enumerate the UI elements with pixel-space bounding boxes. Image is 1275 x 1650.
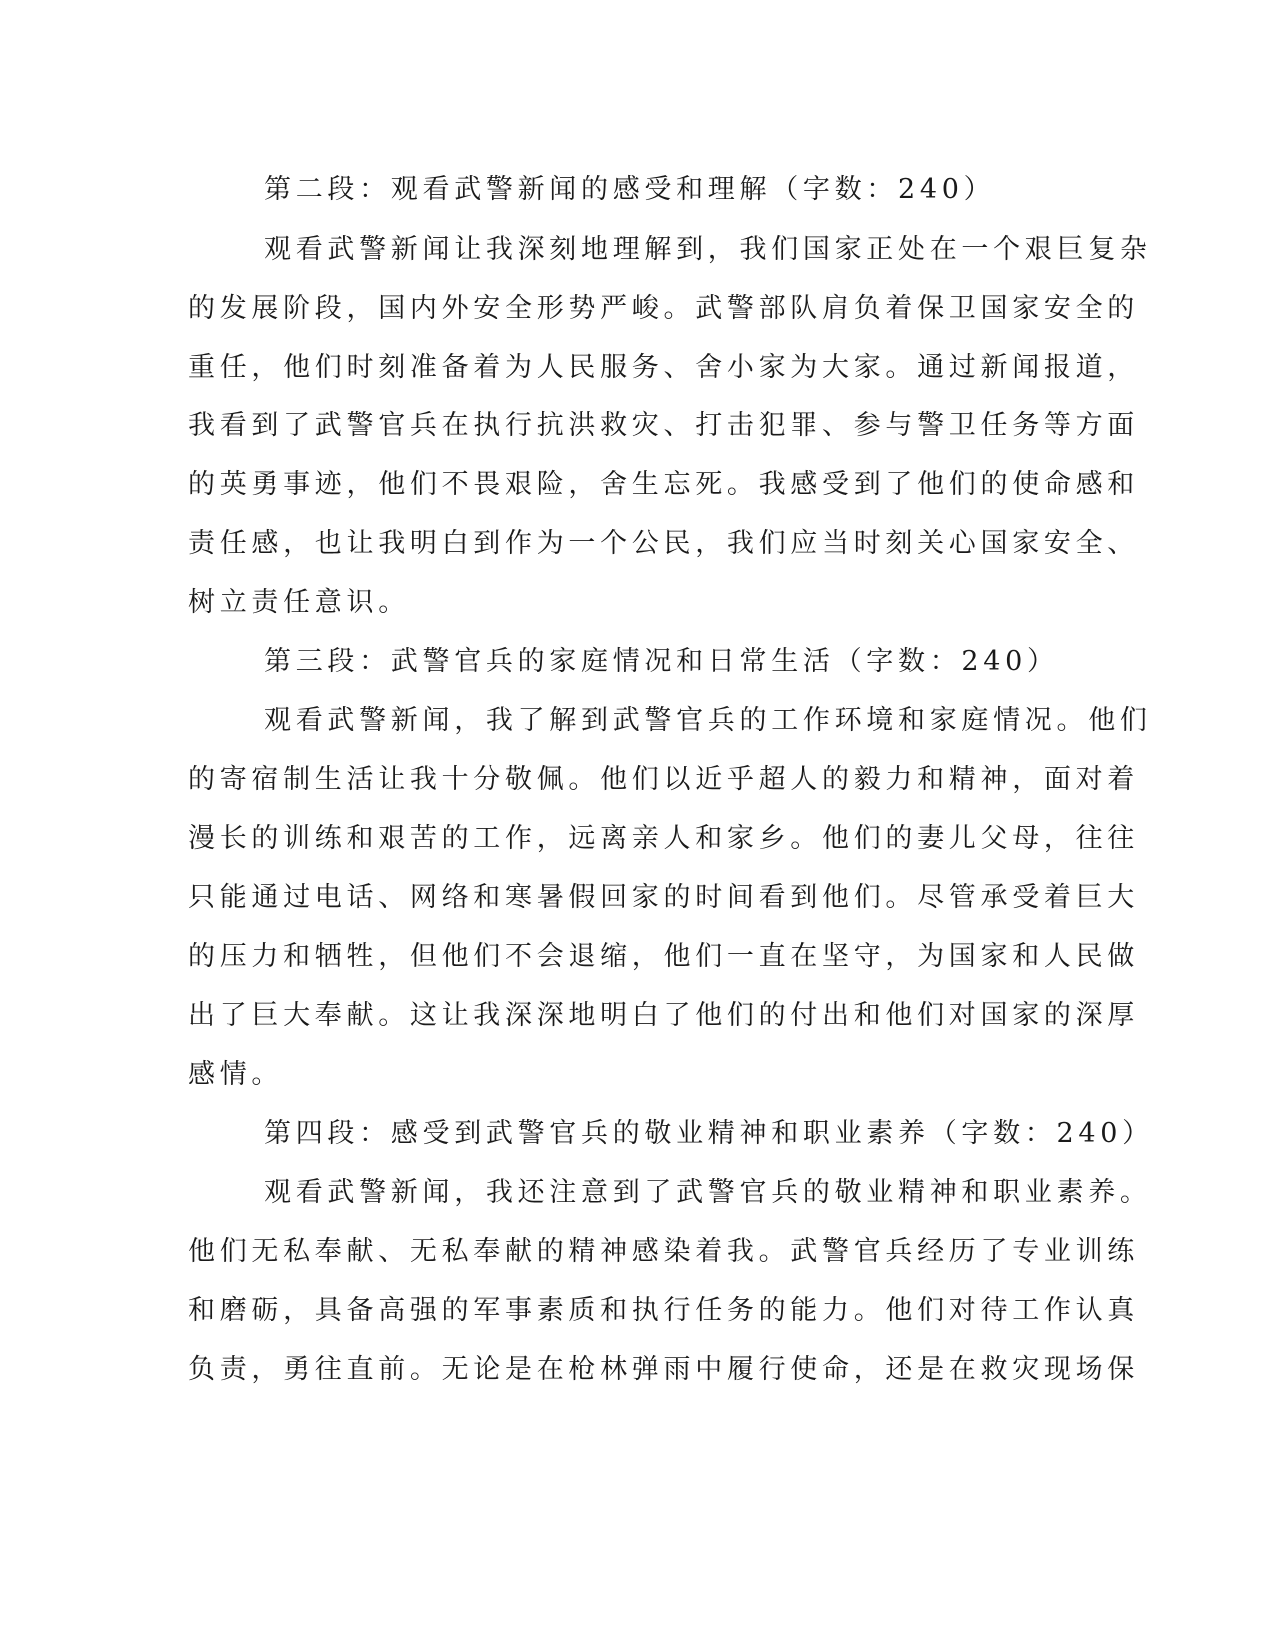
paragraph-line: 观看武警新闻，我还注意到了武警官兵的敬业精神和职业素养。 [264,1177,1152,1208]
paragraph-line: 漫长的训练和艰苦的工作，远离亲人和家乡。他们的妻儿父母，往往 [188,823,1139,854]
paragraph-line: 他们无私奉献、无私奉献的精神感染着我。武警官兵经历了专业训练 [188,1236,1139,1267]
section-heading-4: 第四段：感受到武警官兵的敬业精神和职业素养（字数：240） [264,1118,1154,1149]
paragraph-line: 责任感，也让我明白到作为一个公民，我们应当时刻关心国家安全、 [188,528,1139,559]
paragraph-line: 我看到了武警官兵在执行抗洪救灾、打击犯罪、参与警卫任务等方面 [188,410,1139,441]
paragraph-line: 和磨砺，具备高强的军事素质和执行任务的能力。他们对待工作认真 [188,1295,1139,1326]
paragraph-line: 感情。 [188,1059,284,1090]
paragraph-line: 的压力和牺牲，但他们不会退缩，他们一直在坚守，为国家和人民做 [188,941,1139,972]
paragraph-line: 负责，勇往直前。无论是在枪林弹雨中履行使命，还是在救灾现场保 [188,1354,1139,1385]
paragraph-line: 树立责任意识。 [188,587,410,618]
section-heading-3: 第三段：武警官兵的家庭情况和日常生活（字数：240） [264,646,1059,677]
paragraph-line: 观看武警新闻让我深刻地理解到，我们国家正处在一个艰巨复杂 [264,234,1152,265]
section-heading-2: 第二段：观看武警新闻的感受和理解（字数：240） [264,174,996,205]
paragraph-line: 重任，他们时刻准备着为人民服务、舍小家为大家。通过新闻报道， [188,352,1139,383]
paragraph-line: 的英勇事迹，他们不畏艰险，舍生忘死。我感受到了他们的使命感和 [188,469,1139,500]
paragraph-line: 观看武警新闻，我了解到武警官兵的工作环境和家庭情况。他们 [264,705,1152,736]
paragraph-line: 只能通过电话、网络和寒暑假回家的时间看到他们。尽管承受着巨大 [188,882,1139,913]
paragraph-line: 出了巨大奉献。这让我深深地明白了他们的付出和他们对国家的深厚 [188,1000,1139,1031]
paragraph-line: 的寄宿制生活让我十分敬佩。他们以近乎超人的毅力和精神，面对着 [188,764,1139,795]
paragraph-line: 的发展阶段，国内外安全形势严峻。武警部队肩负着保卫国家安全的 [188,293,1139,324]
